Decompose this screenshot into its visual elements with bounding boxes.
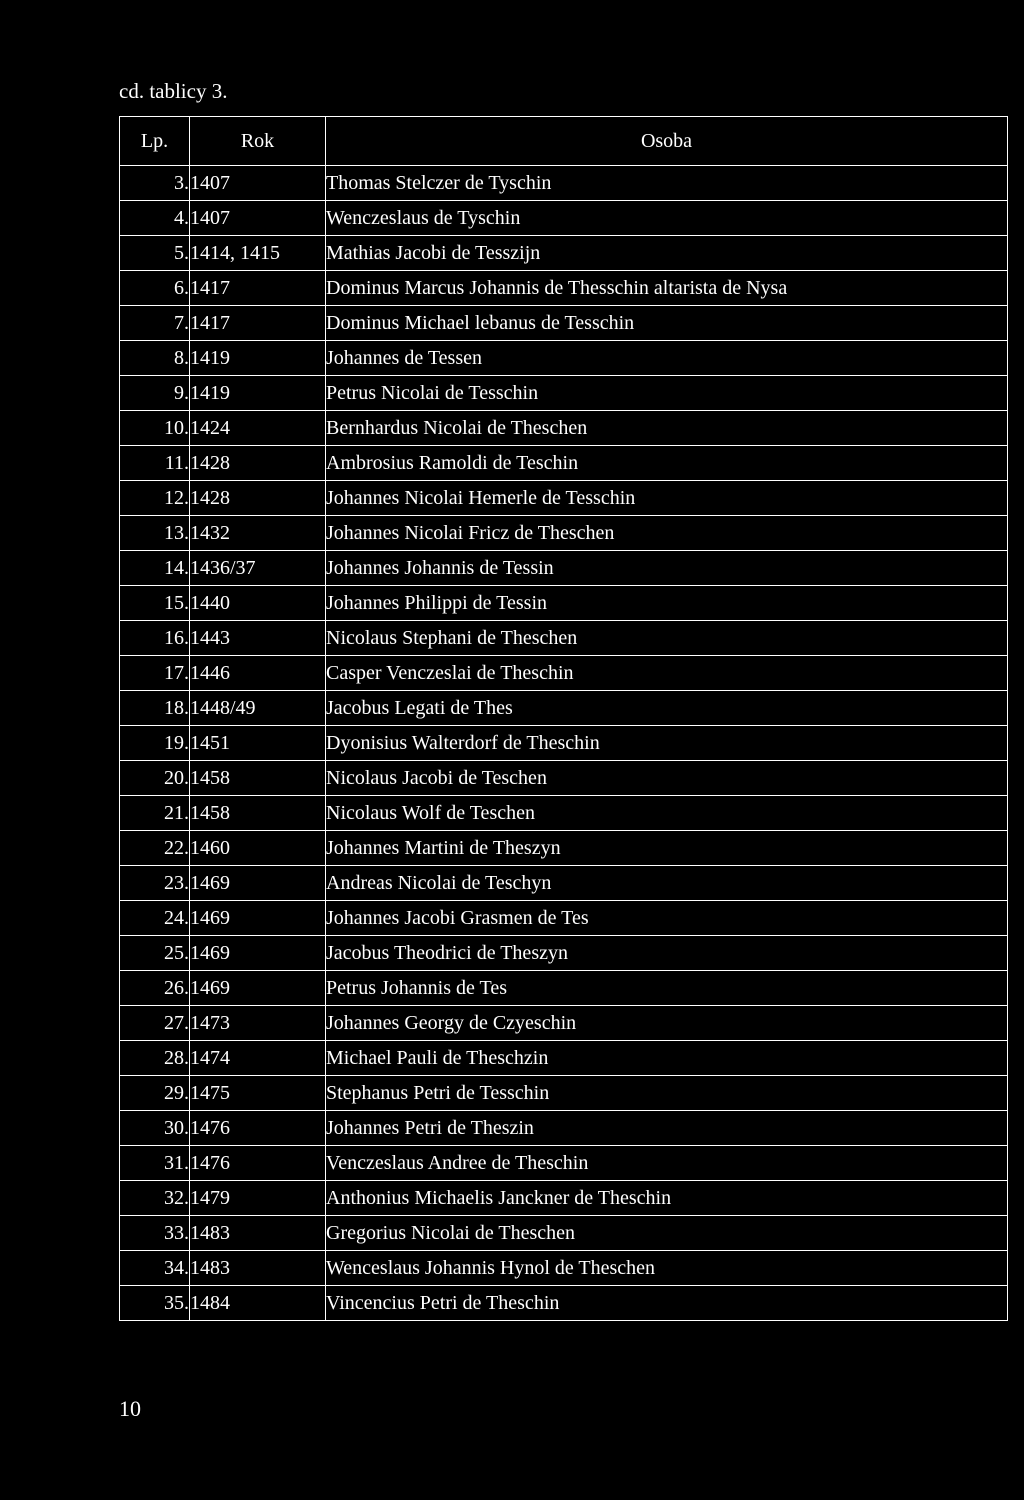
- cell-osoba: Casper Venczeslai de Theschin: [326, 656, 1008, 691]
- cell-osoba: Johannes Georgy de Czyeschin: [326, 1006, 1008, 1041]
- cell-osoba: Nicolaus Wolf de Teschen: [326, 796, 1008, 831]
- cell-rok: 1458: [190, 796, 326, 831]
- table-row: [120, 201, 1008, 236]
- table-body: [120, 166, 1008, 1321]
- cell-lp: 27.: [120, 1006, 190, 1041]
- table-row: [120, 411, 1008, 446]
- cell-lp: 7.: [120, 306, 190, 341]
- cell-rok: 1428: [190, 481, 326, 516]
- cell-rok: 1483: [190, 1216, 326, 1251]
- cell-lp: 21.: [120, 796, 190, 831]
- cell-rok: 1446: [190, 656, 326, 691]
- cell-osoba: Johannes Petri de Theszin: [326, 1111, 1008, 1146]
- table-row: [120, 586, 1008, 621]
- cell-osoba: Michael Pauli de Theschzin: [326, 1041, 1008, 1076]
- cell-rok: 1448/49: [190, 691, 326, 726]
- header-row: [120, 117, 1008, 166]
- cell-rok: 1460: [190, 831, 326, 866]
- cell-osoba: Dominus Marcus Johannis de Thesschin altarista de Nysa: [326, 271, 1008, 306]
- cell-rok: 1417: [190, 306, 326, 341]
- table-row: [120, 1076, 1008, 1111]
- cell-lp: 12.: [120, 481, 190, 516]
- page-number: 10: [119, 1396, 141, 1421]
- table-row: [120, 1181, 1008, 1216]
- cell-rok: 1428: [190, 446, 326, 481]
- table-row: [120, 551, 1008, 586]
- cell-osoba: Gregorius Nicolai de Theschen: [326, 1216, 1008, 1251]
- cell-rok: 1473: [190, 1006, 326, 1041]
- cell-rok: 1443: [190, 621, 326, 656]
- table-row: [120, 1111, 1008, 1146]
- table-header: [120, 117, 1008, 166]
- cell-osoba: Jacobus Theodrici de Theszyn: [326, 936, 1008, 971]
- cell-osoba: Dominus Michael lebanus de Tesschin: [326, 306, 1008, 341]
- header-rok: Rok: [190, 117, 326, 166]
- cell-osoba: Petrus Nicolai de Tesschin: [326, 376, 1008, 411]
- table-row: [120, 796, 1008, 831]
- cell-lp: 24.: [120, 901, 190, 936]
- cell-rok: 1476: [190, 1111, 326, 1146]
- cell-rok: 1419: [190, 341, 326, 376]
- table-row: [120, 971, 1008, 1006]
- table-row: [120, 1146, 1008, 1181]
- cell-rok: 1469: [190, 971, 326, 1006]
- table-row: [120, 656, 1008, 691]
- cell-osoba: Johannes de Tessen: [326, 341, 1008, 376]
- cell-osoba: Wenceslaus Johannis Hynol de Theschen: [326, 1251, 1008, 1286]
- cell-lp: 11.: [120, 446, 190, 481]
- cell-rok: 1414, 1415: [190, 236, 326, 271]
- cell-rok: 1476: [190, 1146, 326, 1181]
- cell-rok: 1469: [190, 866, 326, 901]
- cell-rok: 1469: [190, 936, 326, 971]
- cell-lp: 8.: [120, 341, 190, 376]
- table-row: [120, 901, 1008, 936]
- cell-osoba: Ambrosius Ramoldi de Teschin: [326, 446, 1008, 481]
- cell-rok: 1469: [190, 901, 326, 936]
- cell-osoba: Anthonius Michaelis Janckner de Theschin: [326, 1181, 1008, 1216]
- cell-lp: 26.: [120, 971, 190, 1006]
- cell-lp: 19.: [120, 726, 190, 761]
- cell-osoba: Stephanus Petri de Tesschin: [326, 1076, 1008, 1111]
- records-table: [119, 116, 1008, 1321]
- cell-lp: 29.: [120, 1076, 190, 1111]
- cell-lp: 33.: [120, 1216, 190, 1251]
- cell-osoba: Johannes Jacobi Grasmen de Tes: [326, 901, 1008, 936]
- cell-rok: 1436/37: [190, 551, 326, 586]
- cell-osoba: Johannes Johannis de Tessin: [326, 551, 1008, 586]
- table-row: [120, 1251, 1008, 1286]
- header-osoba: Osoba: [326, 117, 1008, 166]
- table-caption: cd. tablicy 3.: [119, 79, 228, 103]
- cell-osoba: Nicolaus Jacobi de Teschen: [326, 761, 1008, 796]
- cell-lp: 18.: [120, 691, 190, 726]
- cell-rok: 1407: [190, 201, 326, 236]
- table-row: [120, 341, 1008, 376]
- table-row: [120, 831, 1008, 866]
- table-row: [120, 1216, 1008, 1251]
- table-row: [120, 236, 1008, 271]
- cell-lp: 22.: [120, 831, 190, 866]
- cell-osoba: Johannes Philippi de Tessin: [326, 586, 1008, 621]
- cell-rok: 1483: [190, 1251, 326, 1286]
- cell-lp: 25.: [120, 936, 190, 971]
- table-row: [120, 691, 1008, 726]
- cell-osoba: Johannes Martini de Theszyn: [326, 831, 1008, 866]
- cell-lp: 14.: [120, 551, 190, 586]
- table-row: [120, 271, 1008, 306]
- cell-rok: 1458: [190, 761, 326, 796]
- cell-rok: 1484: [190, 1286, 326, 1321]
- cell-osoba: Bernhardus Nicolai de Theschen: [326, 411, 1008, 446]
- table-row: [120, 481, 1008, 516]
- cell-osoba: Thomas Stelczer de Tyschin: [326, 166, 1008, 201]
- cell-lp: 35.: [120, 1286, 190, 1321]
- cell-rok: 1440: [190, 586, 326, 621]
- table-row: [120, 1006, 1008, 1041]
- cell-lp: 3.: [120, 166, 190, 201]
- cell-lp: 4.: [120, 201, 190, 236]
- cell-rok: 1417: [190, 271, 326, 306]
- table-row: [120, 1041, 1008, 1076]
- cell-osoba: Vincencius Petri de Theschin: [326, 1286, 1008, 1321]
- table-row: [120, 166, 1008, 201]
- cell-osoba: Dyonisius Walterdorf de Theschin: [326, 726, 1008, 761]
- cell-osoba: Johannes Nicolai Fricz de Theschen: [326, 516, 1008, 551]
- table-row: [120, 306, 1008, 341]
- cell-lp: 5.: [120, 236, 190, 271]
- table-row: [120, 1286, 1008, 1321]
- cell-osoba: Andreas Nicolai de Teschyn: [326, 866, 1008, 901]
- cell-lp: 34.: [120, 1251, 190, 1286]
- cell-rok: 1479: [190, 1181, 326, 1216]
- cell-osoba: Jacobus Legati de Thes: [326, 691, 1008, 726]
- cell-lp: 17.: [120, 656, 190, 691]
- cell-lp: 28.: [120, 1041, 190, 1076]
- cell-lp: 15.: [120, 586, 190, 621]
- table-row: [120, 866, 1008, 901]
- cell-rok: 1424: [190, 411, 326, 446]
- cell-rok: 1407: [190, 166, 326, 201]
- table-row: [120, 936, 1008, 971]
- cell-lp: 30.: [120, 1111, 190, 1146]
- cell-rok: 1451: [190, 726, 326, 761]
- cell-rok: 1474: [190, 1041, 326, 1076]
- table-row: [120, 621, 1008, 656]
- cell-lp: 6.: [120, 271, 190, 306]
- cell-lp: 32.: [120, 1181, 190, 1216]
- cell-osoba: Wenczeslaus de Tyschin: [326, 201, 1008, 236]
- table-row: [120, 376, 1008, 411]
- cell-lp: 10.: [120, 411, 190, 446]
- table-row: [120, 446, 1008, 481]
- header-lp: Lp.: [120, 117, 190, 166]
- table-row: [120, 726, 1008, 761]
- cell-lp: 9.: [120, 376, 190, 411]
- cell-lp: 16.: [120, 621, 190, 656]
- table-row: [120, 761, 1008, 796]
- cell-lp: 13.: [120, 516, 190, 551]
- cell-rok: 1419: [190, 376, 326, 411]
- cell-osoba: Johannes Nicolai Hemerle de Tesschin: [326, 481, 1008, 516]
- cell-lp: 23.: [120, 866, 190, 901]
- cell-rok: 1432: [190, 516, 326, 551]
- cell-lp: 31.: [120, 1146, 190, 1181]
- cell-osoba: Mathias Jacobi de Tesszijn: [326, 236, 1008, 271]
- cell-lp: 20.: [120, 761, 190, 796]
- cell-osoba: Petrus Johannis de Tes: [326, 971, 1008, 1006]
- cell-rok: 1475: [190, 1076, 326, 1111]
- table-row: [120, 516, 1008, 551]
- cell-osoba: Venczeslaus Andree de Theschin: [326, 1146, 1008, 1181]
- cell-osoba: Nicolaus Stephani de Theschen: [326, 621, 1008, 656]
